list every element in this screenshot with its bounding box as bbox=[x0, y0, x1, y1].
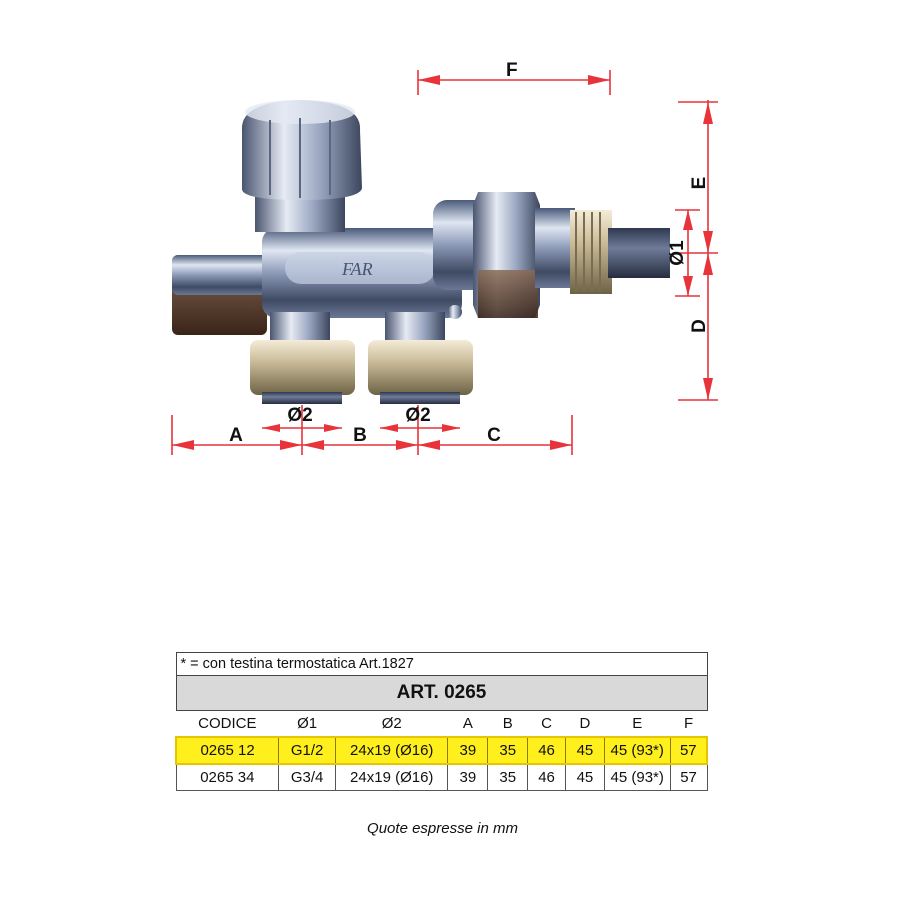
table-cell: 45 bbox=[565, 764, 604, 791]
dim-label-d: D bbox=[689, 319, 710, 333]
table-row bbox=[176, 764, 707, 791]
table-cell: 57 bbox=[670, 764, 707, 791]
table-row-highlighted bbox=[176, 737, 707, 764]
table-cell: 39 bbox=[448, 737, 488, 764]
header-cell: C bbox=[541, 715, 552, 732]
header-cell: E bbox=[632, 715, 643, 732]
dim-label-o2-left: Ø2 bbox=[287, 405, 313, 426]
dim-label-a: A bbox=[229, 425, 243, 446]
table-cell: 46 bbox=[528, 764, 566, 791]
table-cell: 39 bbox=[448, 764, 488, 791]
header-row bbox=[176, 711, 707, 738]
dim-label-f: F bbox=[506, 60, 518, 81]
header-cell: Ø1 bbox=[297, 715, 318, 732]
header-cell: A bbox=[462, 715, 473, 732]
table-cell: 46 bbox=[528, 737, 566, 764]
table-cell: 57 bbox=[670, 737, 707, 764]
table-cell: 24x19 (Ø16) bbox=[336, 737, 448, 764]
table-cell: 0265 12 bbox=[176, 737, 279, 764]
table-title: ART. 0265 bbox=[176, 676, 707, 711]
dim-label-c: C bbox=[487, 425, 501, 446]
valve-illustration bbox=[172, 100, 670, 404]
dim-label-e: E bbox=[689, 176, 710, 190]
dim-label-o2-right: Ø2 bbox=[405, 405, 431, 426]
header-cell: Ø2 bbox=[381, 715, 402, 732]
brand-logo: FAR bbox=[342, 259, 373, 279]
note-row bbox=[176, 653, 707, 676]
table-cell: 35 bbox=[488, 737, 528, 764]
table-cell: 24x19 (Ø16) bbox=[336, 764, 448, 791]
header-cell: CODICE bbox=[198, 715, 257, 732]
title-row bbox=[176, 676, 707, 711]
dim-label-b: B bbox=[353, 425, 367, 446]
table-cell: 45 (93*) bbox=[604, 737, 670, 764]
table-note: * = con testina termostatica Art.1827 bbox=[176, 653, 707, 676]
table-cell: 0265 34 bbox=[176, 764, 279, 791]
units-footnote: Quote espresse in mm bbox=[367, 820, 518, 837]
header-cell: B bbox=[502, 715, 513, 732]
dim-label-o1: Ø1 bbox=[667, 240, 688, 266]
header-cell: F bbox=[683, 715, 694, 732]
table-cell: G1/2 bbox=[279, 737, 336, 764]
header-cell: D bbox=[579, 715, 591, 732]
table-cell: 35 bbox=[488, 764, 528, 791]
table-cell: G3/4 bbox=[279, 764, 336, 791]
spec-table bbox=[175, 652, 708, 791]
table-cell: 45 (93*) bbox=[604, 764, 670, 791]
table-cell: 45 bbox=[565, 737, 604, 764]
